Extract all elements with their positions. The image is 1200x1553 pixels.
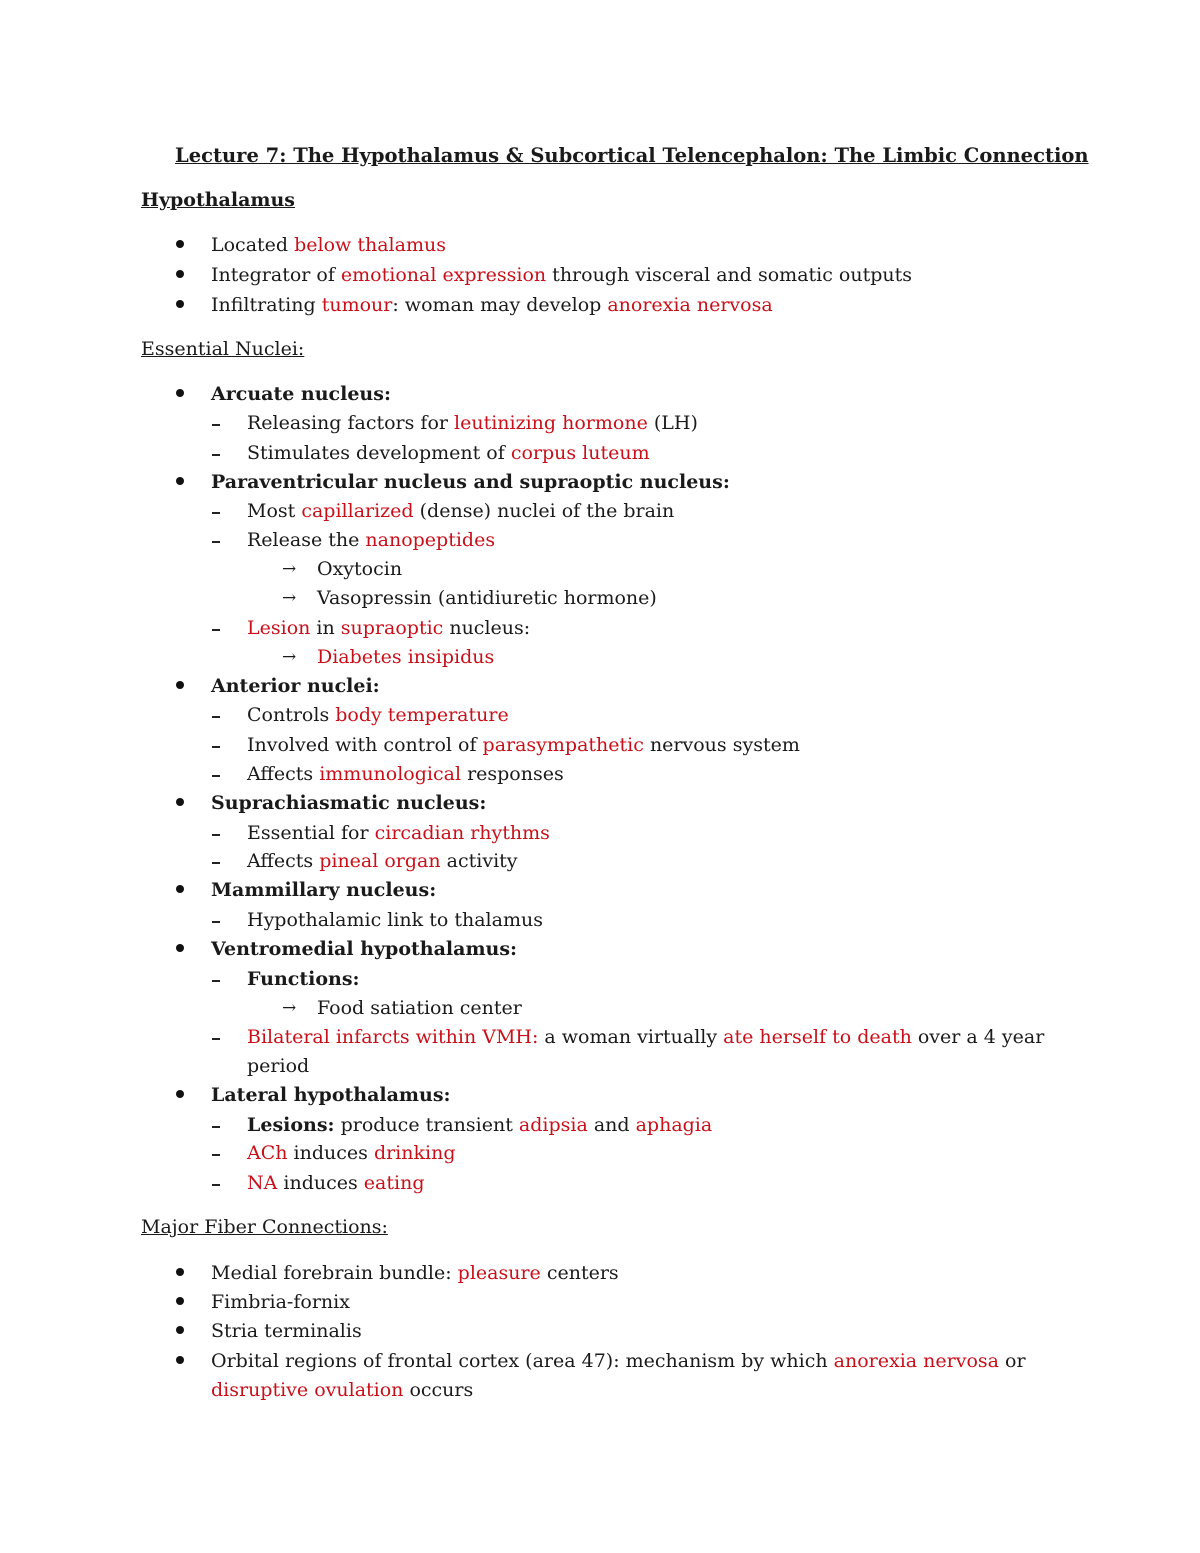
dash-icon xyxy=(212,921,220,923)
dash-icon xyxy=(212,1038,220,1040)
section-heading-hypothalamus: Hypothalamus xyxy=(141,189,295,211)
bullet-icon xyxy=(176,1090,184,1098)
list-item: Stimulates development of corpus luteum xyxy=(247,442,650,464)
nucleus-label-mammillary: Mammillary nucleus: xyxy=(211,879,437,901)
bullet-icon xyxy=(176,1356,184,1364)
list-item: Food satiation center xyxy=(317,997,522,1019)
arrow-right-icon: → xyxy=(282,998,297,1018)
list-item: Involved with control of parasympathetic nervous system xyxy=(247,734,800,756)
list-item: Diabetes insipidus xyxy=(317,646,495,668)
nucleus-label-arcuate: Arcuate nucleus: xyxy=(211,383,391,405)
dash-icon xyxy=(212,980,220,982)
dash-icon xyxy=(212,775,220,777)
list-item: ACh induces drinking xyxy=(247,1142,456,1164)
bullet-icon xyxy=(176,944,184,952)
bullet-icon xyxy=(176,389,184,397)
list-item: Release the nanopeptides xyxy=(247,529,496,551)
list-item: Medial forebrain bundle: pleasure centers xyxy=(211,1262,619,1284)
dash-icon xyxy=(212,541,220,543)
nucleus-label-ventromedial: Ventromedial hypothalamus: xyxy=(211,938,518,960)
list-item: Functions: xyxy=(247,968,360,990)
bullet-icon xyxy=(176,477,184,485)
arrow-right-icon: → xyxy=(282,647,297,667)
dash-icon xyxy=(212,1154,220,1156)
bullet-icon xyxy=(176,300,184,308)
dash-icon xyxy=(212,1126,220,1128)
list-item: Bilateral infarcts within VMH: a woman virtually ate herself to death over a 4 year xyxy=(247,1026,1045,1048)
nucleus-label-suprachiasmatic: Suprachiasmatic nucleus: xyxy=(211,792,487,814)
list-item: Located below thalamus xyxy=(211,234,446,256)
list-item-continuation: period xyxy=(247,1055,310,1077)
nucleus-label-anterior: Anterior nuclei: xyxy=(211,675,380,697)
list-item: Affects pineal organ activity xyxy=(247,850,518,872)
list-item: Fimbria-fornix xyxy=(211,1291,350,1313)
bullet-icon xyxy=(176,270,184,278)
list-item: NA induces eating xyxy=(247,1172,425,1194)
section-heading-fiber-connections: Major Fiber Connections: xyxy=(141,1216,388,1238)
bullet-icon xyxy=(176,1268,184,1276)
dash-icon xyxy=(212,1184,220,1186)
arrow-right-icon: → xyxy=(282,559,297,579)
list-item: Vasopressin (antidiuretic hormone) xyxy=(317,587,657,609)
nucleus-label-paraventricular: Paraventricular nucleus and supraoptic nucleus: xyxy=(211,471,730,493)
list-item: Affects immunological responses xyxy=(247,763,564,785)
bullet-icon xyxy=(176,681,184,689)
dash-icon xyxy=(212,834,220,836)
list-item: Orbital regions of frontal cortex (area 47): mechanism by which anorexia nervosa or xyxy=(211,1350,1026,1372)
dash-icon xyxy=(212,512,220,514)
list-item-continuation: disruptive ovulation occurs xyxy=(211,1379,474,1401)
list-item: Oxytocin xyxy=(317,558,403,580)
dash-icon xyxy=(212,629,220,631)
list-item: Most capillarized (dense) nuclei of the brain xyxy=(247,500,675,522)
bullet-icon xyxy=(176,1326,184,1334)
bullet-icon xyxy=(176,240,184,248)
list-item: Infiltrating tumour: woman may develop anorexia nervosa xyxy=(211,294,773,316)
bullet-icon xyxy=(176,1297,184,1305)
list-item: Stria terminalis xyxy=(211,1320,362,1342)
bullet-icon xyxy=(176,885,184,893)
page-title: Lecture 7: The Hypothalamus & Subcortical Telencephalon: The Limbic Connection xyxy=(175,144,1089,167)
list-item: Lesions: produce transient adipsia and aphagia xyxy=(247,1114,713,1136)
dash-icon xyxy=(212,746,220,748)
list-item: Controls body temperature xyxy=(247,704,509,726)
bullet-icon xyxy=(176,798,184,806)
list-item: Hypothalamic link to thalamus xyxy=(247,909,543,931)
arrow-right-icon: → xyxy=(282,588,297,608)
dash-icon xyxy=(212,424,220,426)
dash-icon xyxy=(212,862,220,864)
list-item: Integrator of emotional expression through visceral and somatic outputs xyxy=(211,264,913,286)
nucleus-label-lateral: Lateral hypothalamus: xyxy=(211,1084,451,1106)
dash-icon xyxy=(212,716,220,718)
dash-icon xyxy=(212,454,220,456)
section-heading-essential-nuclei: Essential Nuclei: xyxy=(141,338,305,360)
list-item: Lesion in supraoptic nucleus: xyxy=(247,617,531,639)
list-item: Essential for circadian rhythms xyxy=(247,822,550,844)
list-item: Releasing factors for leutinizing hormone (LH) xyxy=(247,412,698,434)
